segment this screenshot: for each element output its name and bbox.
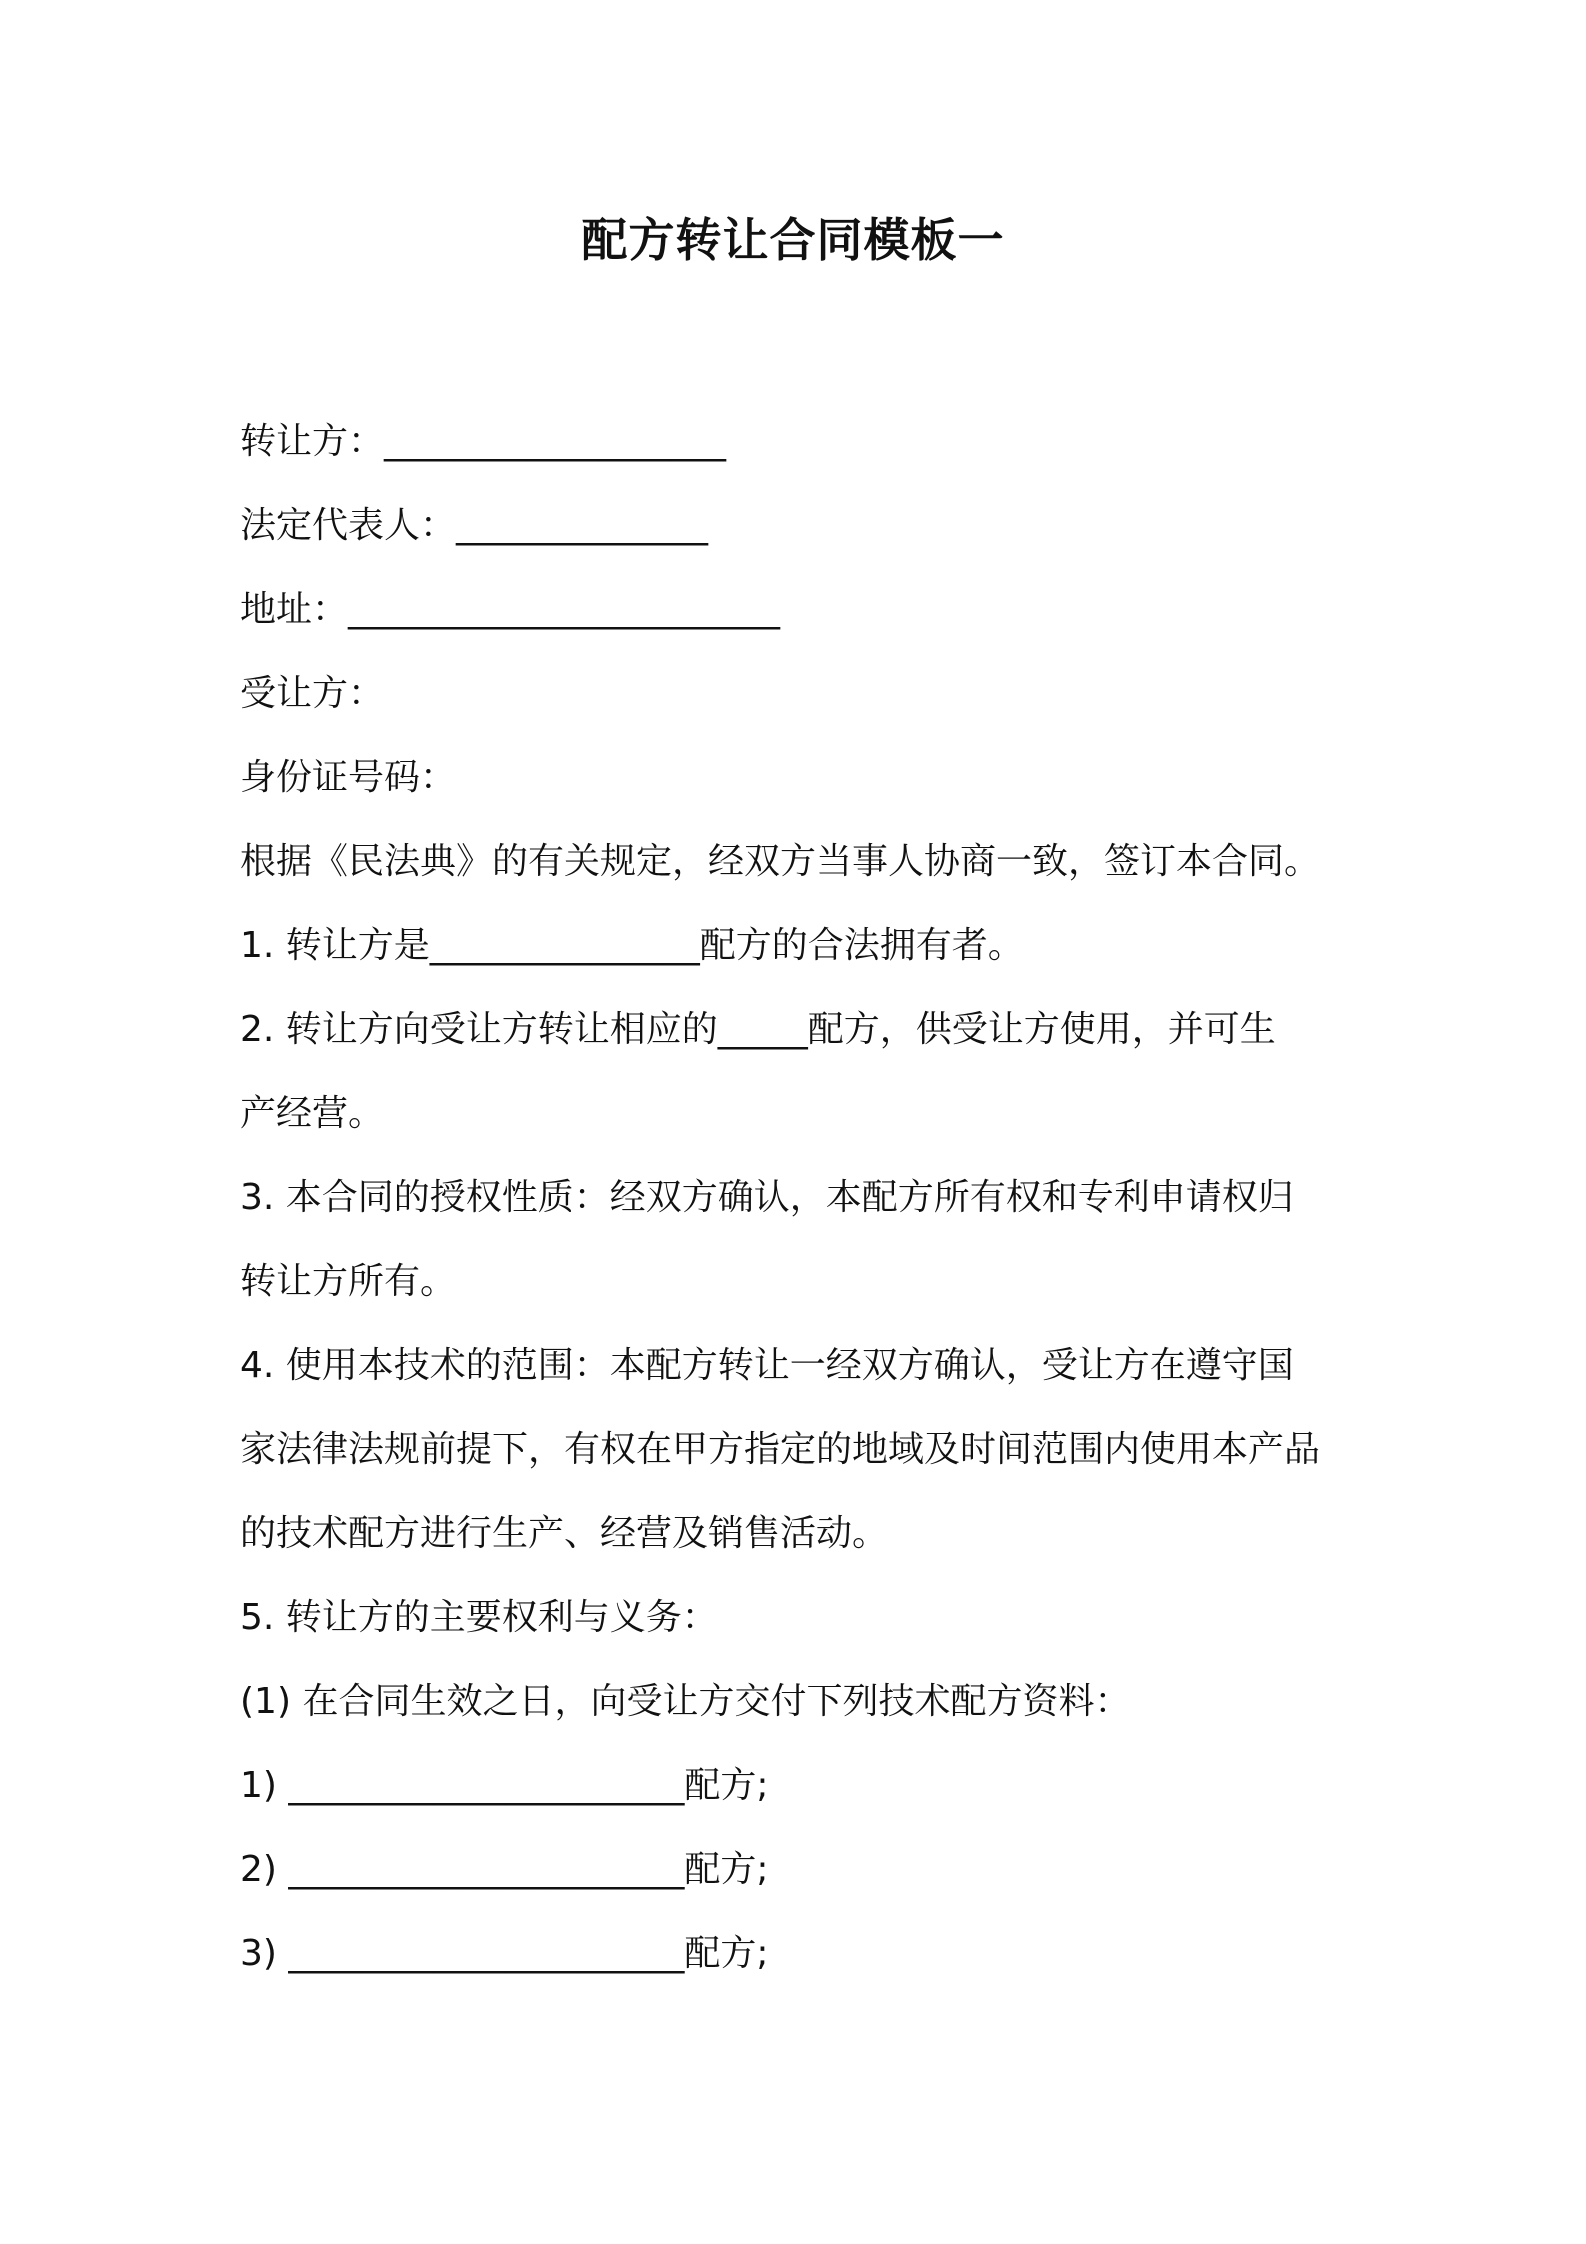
text-line: 地址：________________________ (240, 589, 781, 630)
text-line: 3. 本合同的授权性质：经双方确认，本配方所有权和专利申请权归 (240, 1177, 1294, 1218)
text-line: 的技术配方进行生产、经营及销售活动。 (240, 1513, 889, 1554)
text-line: 家法律法规前提下，有权在甲方指定的地域及时间范围内使用本产品 (240, 1429, 1321, 1470)
text-line: 转让方所有。 (240, 1261, 457, 1302)
text-line: 产经营。 (240, 1093, 385, 1134)
text-line: 法定代表人：______________ (240, 505, 709, 546)
text-line: 1. 转让方是_______________配方的合法拥有者。 (240, 925, 1024, 966)
text-line: 受让方： (240, 673, 385, 714)
text-line: 2) ______________________配方; (240, 1849, 769, 1890)
text-line: 1) ______________________配方; (240, 1765, 769, 1806)
text-line: 3) ______________________配方; (240, 1933, 769, 1974)
text-line: 2. 转让方向受让方转让相应的_____配方，供受让方使用，并可生 (240, 1009, 1276, 1050)
text-line: 5. 转让方的主要权利与义务： (240, 1597, 718, 1638)
text-line: 根据《民法典》的有关规定，经双方当事人协商一致，签订本合同。 (240, 841, 1321, 882)
text-line: 身份证号码： (240, 757, 457, 798)
text-line: 4. 使用本技术的范围：本配方转让一经双方确认，受让方在遵守国 (240, 1345, 1294, 1386)
document-body (240, 400, 1360, 1996)
document-title: 配方转让合同模板一 (581, 213, 1005, 267)
text-line: 转让方：___________________ (240, 421, 727, 462)
text-line: (1) 在合同生效之日，向受让方交付下列技术配方资料： (240, 1681, 1131, 1722)
